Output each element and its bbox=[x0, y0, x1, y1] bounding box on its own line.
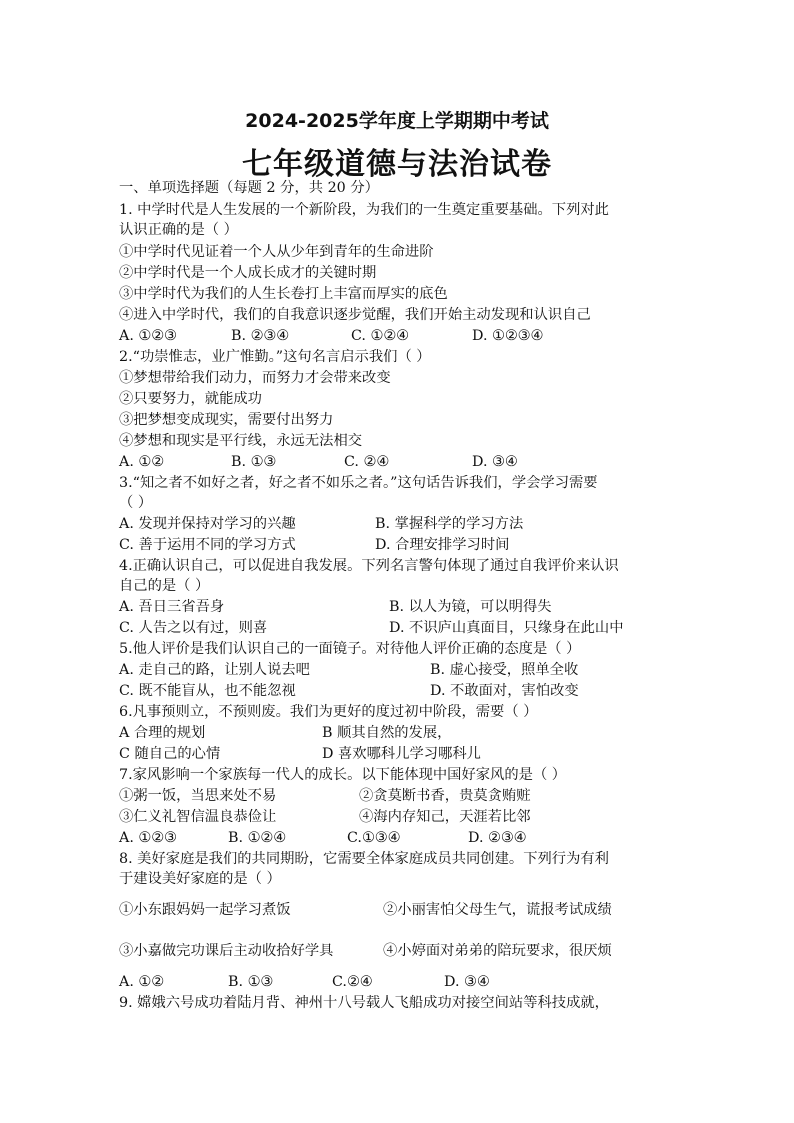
q1-options bbox=[119, 326, 699, 346]
q2-options bbox=[119, 452, 699, 472]
q3-options-row1 bbox=[119, 514, 699, 534]
q3-options-row2 bbox=[119, 535, 699, 555]
q8-stem-line1: 8. 美好家庭是我们的共同期盼，它需要全体家庭成员共同创建。下列行为有利 bbox=[119, 851, 609, 867]
q5-options-row1 bbox=[119, 660, 699, 680]
q7-options bbox=[119, 828, 699, 848]
q7-statements-row1 bbox=[119, 786, 699, 806]
exam-title: 2024-2025学年度上学期期中考试 bbox=[245, 110, 549, 132]
q1-option-c: C. ①②④ bbox=[351, 328, 409, 344]
q1-statement-4: ④进入中学时代，我们的自我意识逐步觉醒，我们开始主动发现和认识自己 bbox=[119, 307, 591, 323]
q8-option-a: A. ①② bbox=[119, 974, 165, 990]
q7-option-d: D. ②③④ bbox=[468, 830, 527, 846]
q8-statement-1: ①小东跟妈妈一起学习煮饭 bbox=[119, 902, 291, 918]
q3-stem-line1: 3.“知之者不如好之者，好之者不如乐之者。”这句话告诉我们，学会学习需要 bbox=[119, 475, 598, 491]
q5-option-d: D. 不敢面对，害怕改变 bbox=[430, 683, 579, 699]
q8-statement-4: ④小婷面对弟弟的陪玩要求，很厌烦 bbox=[383, 943, 612, 959]
q6-option-c: C 随自己的心情 bbox=[119, 746, 221, 762]
q7-statement-1: ①粥一饭，当思来处不易 bbox=[119, 788, 277, 804]
q4-options-row1 bbox=[119, 597, 699, 617]
q3-option-a: A. 发现并保持对学习的兴趣 bbox=[119, 516, 296, 532]
q1-statement-3: ③中学时代为我们的人生长卷打上丰富而厚实的底色 bbox=[119, 286, 448, 302]
q3-option-c: C. 善于运用不同的学习方式 bbox=[119, 537, 296, 553]
q1-stem-line1: 1. 中学时代是人生发展的一个新阶段，为我们的一生奠定重要基础。下列对此 bbox=[119, 202, 609, 218]
q8-option-c: C.②④ bbox=[332, 974, 373, 990]
q5-option-c: C. 既不能盲从，也不能忽视 bbox=[119, 683, 296, 699]
q2-option-c: C. ②④ bbox=[344, 454, 390, 470]
q4-option-a: A. 吾日三省吾身 bbox=[119, 599, 225, 615]
q8-options bbox=[119, 972, 699, 992]
q8-option-d: D. ③④ bbox=[444, 974, 490, 990]
q5-option-a: A. 走自己的路，让别人说去吧 bbox=[119, 662, 310, 678]
q6-option-b: B 顺其自然的发展， bbox=[322, 725, 452, 741]
q4-stem-line1: 4.正确认识自己，可以促进自我发展。下列名言警句体现了通过自我评价来认识 bbox=[119, 558, 619, 574]
q6-options-row2 bbox=[119, 744, 699, 764]
q7-option-b: B. ①②④ bbox=[228, 830, 287, 846]
q6-stem: 6.凡事预则立，不预则废。我们为更好的度过初中阶段，需要（ ） bbox=[119, 704, 538, 720]
q4-option-c: C. 人告之以有过，则喜 bbox=[119, 620, 268, 636]
q4-option-d: D. 不识庐山真面目，只缘身在此山中 bbox=[389, 620, 624, 636]
section-heading: 一、单项选择题（每题 2 分，共 20 分） bbox=[119, 180, 379, 196]
q1-statement-2: ②中学时代是一个人成长成才的关键时期 bbox=[119, 265, 377, 281]
q2-option-b: B. ①③ bbox=[231, 454, 277, 470]
q2-statement-4: ④梦想和现实是平行线，永远无法相交 bbox=[119, 433, 363, 449]
q5-stem: 5.他人评价是我们认识自己的一面镜子。对待他人评价正确的态度是（ ） bbox=[119, 641, 581, 657]
q8-statements-row1 bbox=[119, 900, 699, 920]
q8-statement-3: ③小嘉做完功课后主动收拾好学具 bbox=[119, 943, 334, 959]
q7-statement-4: ④海内存知己，天涯若比邻 bbox=[359, 809, 531, 825]
q8-statements-row2 bbox=[119, 941, 699, 961]
q7-option-a: A. ①②③ bbox=[119, 830, 177, 846]
q9-stem: 9. 嫦娥六号成功着陆月背、神州十八号载人飞船成功对接空间站等科技成就， bbox=[119, 995, 609, 1011]
q1-option-b: B. ②③④ bbox=[231, 328, 290, 344]
q2-stem: 2.“功崇惟志，业广惟勤。”这句名言启示我们（ ） bbox=[119, 349, 431, 365]
q2-statement-1: ①梦想带给我们动力，而努力才会带来改变 bbox=[119, 370, 391, 386]
q6-option-a: A 合理的规划 bbox=[119, 725, 206, 741]
q4-option-b: B. 以人为镜，可以明得失 bbox=[389, 599, 552, 615]
q3-stem-line2: （ ） bbox=[119, 495, 153, 511]
q7-statements-row2 bbox=[119, 807, 699, 827]
q4-options-row2 bbox=[119, 618, 699, 638]
q1-statement-1: ①中学时代见证着一个人从少年到青年的生命进阶 bbox=[119, 244, 434, 260]
q4-stem-line2: 自己的是（ ） bbox=[119, 578, 210, 594]
q2-statement-2: ②只要努力，就能成功 bbox=[119, 391, 262, 407]
q5-option-b: B. 虚心接受，照单全收 bbox=[430, 662, 579, 678]
paper-title: 七年级道德与法治试卷 bbox=[242, 147, 552, 182]
q1-option-a: A. ①②③ bbox=[119, 328, 177, 344]
q3-option-d: D. 合理安排学习时间 bbox=[375, 537, 510, 553]
q2-option-d: D. ③④ bbox=[472, 454, 518, 470]
q7-option-c: C.①③④ bbox=[347, 830, 401, 846]
q2-option-a: A. ①② bbox=[119, 454, 165, 470]
q7-stem: 7.家风影响一个家族每一代人的成长。以下能体现中国好家风的是（ ） bbox=[119, 767, 567, 783]
q1-option-d: D. ①②③④ bbox=[472, 328, 544, 344]
q6-options-row1 bbox=[119, 723, 699, 743]
q8-statement-2: ②小丽害怕父母生气，谎报考试成绩 bbox=[383, 902, 612, 918]
q7-statement-3: ③仁义礼智信温良恭俭让 bbox=[119, 809, 277, 825]
q8-stem-line2: 于建设美好家庭的是（ ） bbox=[119, 871, 281, 887]
q2-statement-3: ③把梦想变成现实，需要付出努力 bbox=[119, 412, 334, 428]
q6-option-d: D 喜欢哪科儿学习哪科儿 bbox=[322, 746, 481, 762]
q3-option-b: B. 掌握科学的学习方法 bbox=[375, 516, 524, 532]
q8-option-b: B. ①③ bbox=[228, 974, 274, 990]
q1-stem-line2: 认识正确的是（ ） bbox=[119, 222, 238, 238]
q7-statement-2: ②贪莫断书香，贵莫贪贿赃 bbox=[359, 788, 531, 804]
q5-options-row2 bbox=[119, 681, 699, 701]
